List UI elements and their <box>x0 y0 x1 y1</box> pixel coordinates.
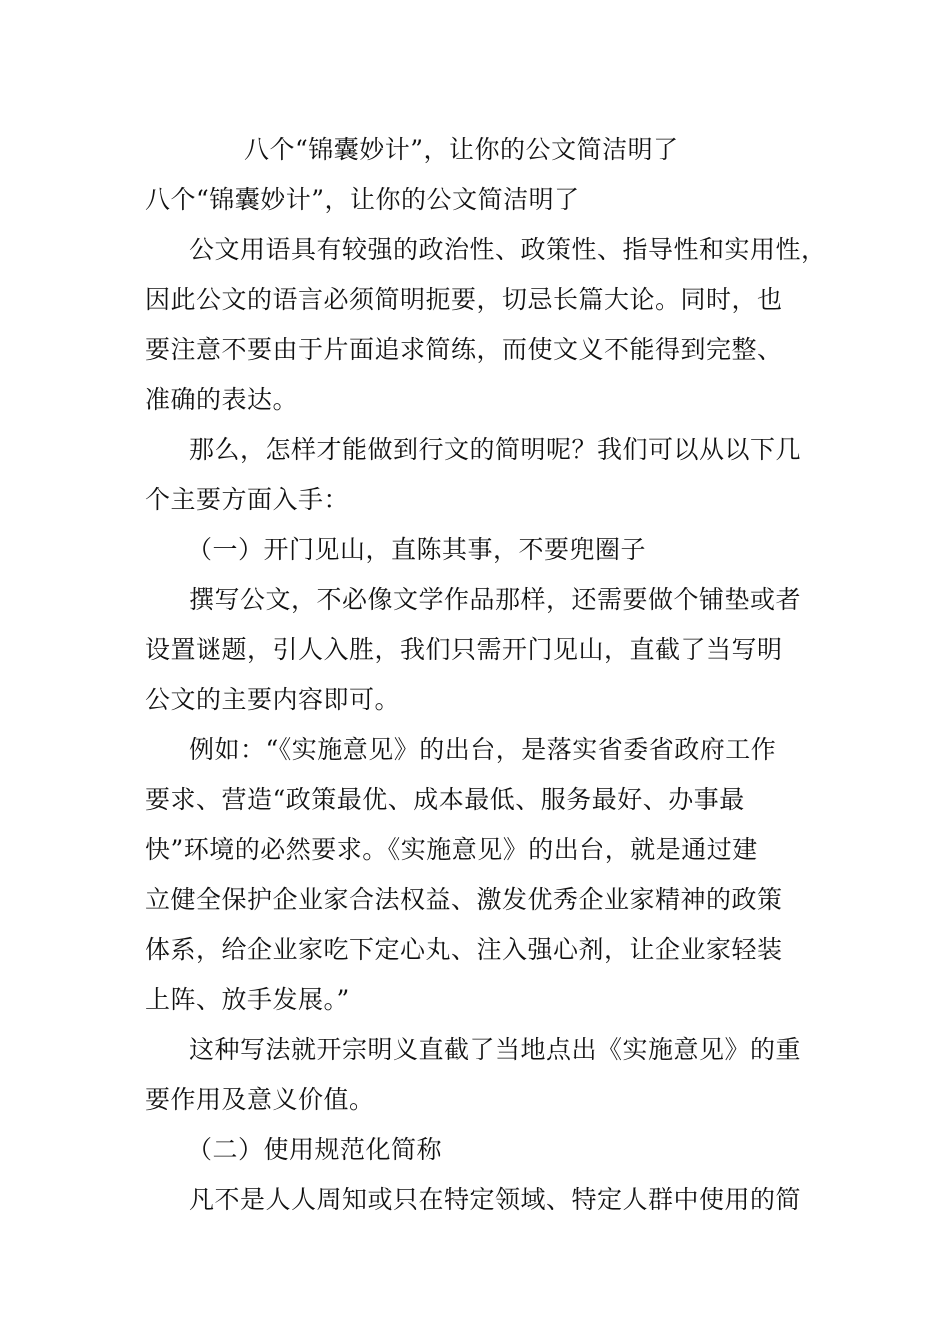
paragraph-line: 体系，给企业家吃下定心丸、注入强心剂，让企业家轻装 <box>145 935 783 964</box>
paragraph-line: 上阵、放手发展。” <box>145 985 350 1014</box>
paragraph-line: 立健全保护企业家合法权益、激发优秀企业家精神的政策 <box>145 885 783 914</box>
paragraph-line: 准确的表达。 <box>145 385 299 414</box>
paragraph-line: 凡不是人人周知或只在特定领域、特定人群中使用的简 <box>189 1185 802 1214</box>
paragraph-line: 要作用及意义价值。 <box>145 1085 375 1114</box>
paragraph-line: 要注意不要由于片面追求简练，而使文义不能得到完整、 <box>145 335 783 364</box>
section-2-heading: （二）使用规范化简称 <box>187 1135 443 1164</box>
document-title-repeat: 八个“锦囊妙计”，让你的公文简洁明了 <box>145 185 580 214</box>
paragraph-line: 这种写法就开宗明义直截了当地点出《实施意见》的重 <box>189 1035 802 1064</box>
paragraph-line: 设置谜题，引人入胜，我们只需开门见山，直截了当写明 <box>145 635 783 664</box>
section-1-heading: （一）开门见山，直陈其事，不要兜圈子 <box>187 535 647 564</box>
paragraph-line: 撰写公文，不必像文学作品那样，还需要做个铺垫或者 <box>189 585 802 614</box>
paragraph-line: 快”环境的必然要求。《实施意见》的出台，就是通过建 <box>145 835 758 864</box>
paragraph-line: 公文用语具有较强的政治性、政策性、指导性和实用性， <box>189 235 827 264</box>
paragraph-line: 要求、营造“政策最优、成本最低、服务最好、办事最 <box>145 785 745 814</box>
paragraph-line: 例如：“《实施意见》的出台，是落实省委省政府工作 <box>189 735 777 764</box>
paragraph-line: 因此公文的语言必须简明扼要，切忌长篇大论。同时，也 <box>145 285 783 314</box>
document-title: 八个“锦囊妙计”，让你的公文简洁明了 <box>244 135 679 164</box>
paragraph-line: 个主要方面入手： <box>145 485 350 514</box>
paragraph-line: 那么，怎样才能做到行文的简明呢？我们可以从以下几 <box>189 435 802 464</box>
paragraph-line: 公文的主要内容即可。 <box>145 685 401 714</box>
